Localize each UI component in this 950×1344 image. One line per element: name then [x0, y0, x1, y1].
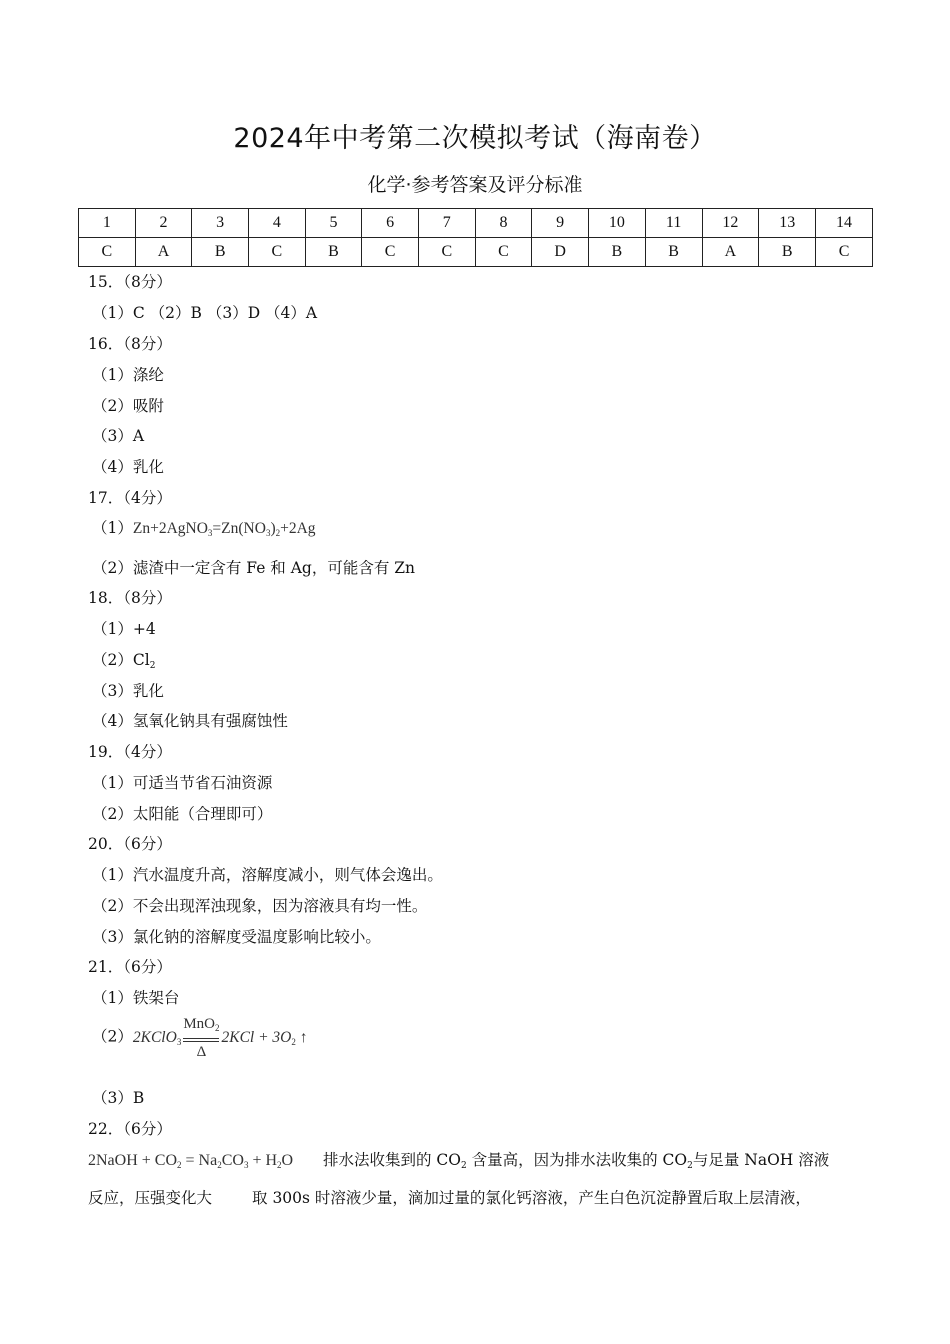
- table-row-numbers: [79, 209, 873, 238]
- question-18-answer-3: （3）乳化: [92, 682, 164, 700]
- table-cell: C: [362, 238, 419, 267]
- answer-prefix: （2）: [92, 1027, 133, 1046]
- table-cell: 11: [645, 209, 702, 238]
- question-16-heading: 16．（8分）: [88, 335, 172, 353]
- question-21-answer-2: [92, 1015, 308, 1061]
- question-17-answer-1: [92, 516, 316, 538]
- table-cell: 12: [702, 209, 759, 238]
- table-cell: 8: [475, 209, 532, 238]
- question-22-heading: 22．（6分）: [88, 1120, 172, 1138]
- answer-prefix: （1）: [92, 519, 133, 537]
- page-subtitle: 化学·参考答案及评分标准: [367, 174, 583, 196]
- table-cell: C: [475, 238, 532, 267]
- answer-text: 排水法收集到的 $CO_2$ 含量高，因为排水法收集的 $CO_2$与足量 NaOH 溶液: [322, 1151, 830, 1171]
- question-15-heading: 15．（8分）: [88, 273, 172, 291]
- question-18-heading: 18．（8分）: [88, 589, 172, 607]
- question-19-answer-1: （1）可适当节省石油资源: [92, 774, 273, 792]
- question-17-answer-2: （2）滤渣中一定含有 Fe 和 Ag，可能含有 Zn: [92, 559, 416, 577]
- table-cell: 14: [816, 209, 873, 238]
- question-19-heading: 19．（4分）: [88, 743, 172, 761]
- question-20-answer-2: （2）不会出现浑浊现象，因为溶液具有均一性。: [92, 897, 428, 915]
- question-20-answer-1: （1）汽水温度升高，溶解度减小，则气体会逸出。: [92, 866, 443, 884]
- question-16-answer-3: （3）A: [92, 427, 145, 445]
- table-cell: 9: [532, 209, 589, 238]
- chemical-equation: $Zn+2AgNO_3=Zn(NO_3)_2+2Ag$: [132, 520, 316, 538]
- table-cell: 6: [362, 209, 419, 238]
- table-cell: B: [192, 238, 249, 267]
- question-16-answer-2: （2）吸附: [92, 397, 164, 415]
- question-16-answer-4: （4）乳化: [92, 458, 164, 476]
- table-cell: C: [79, 238, 136, 267]
- question-22-answer-line-2: 反应，压强变化大 取 300s 时溶液少量，滴加过量的氯化钙溶液，产生白色沉淀静置后取上层清液，: [88, 1189, 811, 1207]
- question-20-heading: 20．（6分）: [88, 835, 172, 853]
- table-cell: 1: [79, 209, 136, 238]
- chemical-equation: 2KClO$_3$ $\frac{MnO_2}{\Delta}$ $2KCl + 3O_2$ ↑: [132, 1016, 308, 1060]
- table-cell: C: [249, 238, 306, 267]
- question-21-answer-3: （3）B: [92, 1089, 145, 1107]
- table-cell: C: [816, 238, 873, 267]
- table-cell: 4: [249, 209, 306, 238]
- question-18-answer-1: （1）+4: [92, 620, 156, 638]
- table-cell: A: [702, 238, 759, 267]
- table-cell: B: [305, 238, 362, 267]
- table-row-answers: [79, 238, 873, 267]
- answer-table: [78, 208, 873, 267]
- question-21-answer-1: （1）铁架台: [92, 989, 180, 1007]
- table-cell: 3: [192, 209, 249, 238]
- question-18-answer-2: $(2)Cl_2$: [92, 651, 156, 671]
- question-18-answer-4: （4）氢氧化钠具有强腐蚀性: [92, 712, 288, 730]
- table-cell: 13: [759, 209, 816, 238]
- chemical-equation: 2NaOH + $CO_2 = Na_2CO_3 + H_2O$: [88, 1152, 294, 1170]
- question-15-answer: （1）C （2）B （3）D （4）A: [92, 304, 318, 322]
- table-cell: B: [645, 238, 702, 267]
- table-cell: 7: [418, 209, 475, 238]
- question-16-answer-1: （1）涤纶: [92, 366, 164, 384]
- reaction-condition: $\frac{MnO_2}{\Delta}$: [183, 1016, 220, 1060]
- table-cell: 5: [305, 209, 362, 238]
- table-cell: B: [759, 238, 816, 267]
- table-cell: B: [588, 238, 645, 267]
- question-20-answer-3: （3）氯化钠的溶解度受温度影响比较小。: [92, 928, 381, 946]
- table-cell: D: [532, 238, 589, 267]
- question-21-heading: 21．（6分）: [88, 958, 172, 976]
- table-cell: 10: [588, 209, 645, 238]
- question-22-answer-line-1: [88, 1148, 829, 1171]
- table-cell: C: [418, 238, 475, 267]
- table-cell: 2: [135, 209, 192, 238]
- page-title: 2024年中考第二次模拟考试（海南卷）: [233, 123, 717, 154]
- table-cell: A: [135, 238, 192, 267]
- question-19-answer-2: （2）太阳能（合理即可）: [92, 805, 273, 823]
- question-17-heading: 17．（4分）: [88, 489, 172, 507]
